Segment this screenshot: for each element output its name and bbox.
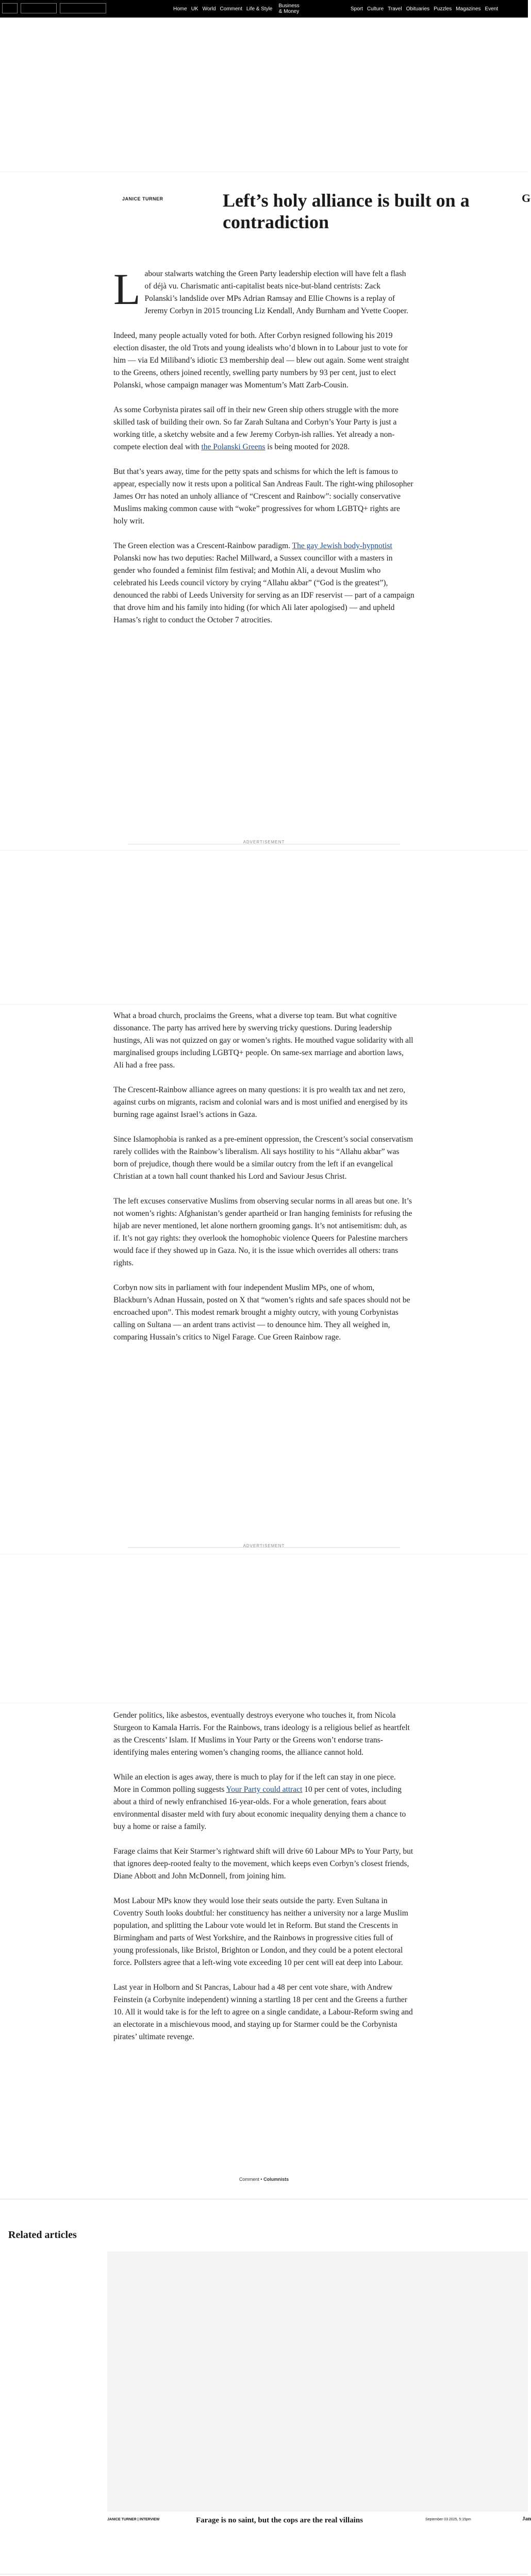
nav-item-culture[interactable]: Culture	[367, 6, 384, 12]
related-article-next-peek: Jan	[522, 2516, 531, 2522]
nav-item-magazines[interactable]: Magazines	[456, 6, 481, 12]
article-paragraph: While an election is ages away, there is much to play for if the left can stay in one piece. More in Common polling suggests Your Party could attract 10 per cent of votes, including about a third of newly enfranchised 16-year-olds. For a whole generation, fears about environmental disaster meld with fury about economic inequality denying them a chance to buy a home or raise a family.	[113, 1773, 406, 1831]
nav-item-travel[interactable]: Travel	[388, 6, 402, 12]
article-paragraph: What a broad church, proclaims the Greens, what a diverse top team. But what cognitive dissonance. The party has arrived here by swerving tricky questions. During leadership hustings, Ali was not quizzed on gay or women’s rights. He mouthed vague solidarity with all marginalised groups including LGBTQ+ people. On same-sex marriage and abortion laws, Ali had a free pass.	[113, 1011, 413, 1070]
article-paragraph: As some Corbynista pirates sail off in their new Green ship others struggle with the more skilled task of building their own. So far Zarah Sultana and Corbyn’s Your Party is just a working title, a sketchy website and a few Jeremy Corbyn-ish rallies. Yet already a non-compete election deal with the Polanski Greens is being mooted for 2028.	[113, 405, 399, 451]
article-paragraph: Farage claims that Keir Starmer’s rightward shift will drive 60 Labour MPs to Your Party, but that ignores deep-rooted fealty to the movement, which keeps even Corbyn’s closest friends, Diane Abbott and John McDonnell, from joining him.	[113, 1847, 413, 1880]
drop-cap: L	[113, 264, 141, 314]
nav-item-world[interactable]: World	[202, 6, 216, 12]
tag-columnists[interactable]: Columnists	[263, 2177, 289, 2182]
related-article-card[interactable]	[0, 2251, 531, 2550]
nav-item-obituaries[interactable]: Obituaries	[406, 6, 430, 12]
nav-primary	[173, 0, 301, 18]
tag-comment[interactable]: Comment	[239, 2177, 259, 2182]
article-body-part-3	[113, 1709, 414, 2056]
article-paragraph: Gender politics, like asbestos, eventually destroys everyone who touches it, from Nicola Sturgeon to Kamala Harris. For the Rainbows, trans ideology is a religious belief as heartfelt as the Crescents’ Islam. If Muslims in Your Party or the Greens won’t endorse trans-identifying males entering women’s changing rooms, the alliance cannot hold.	[113, 1711, 410, 1757]
nav-item-event[interactable]: Event	[485, 6, 499, 12]
mid-ad-slot-1	[0, 850, 528, 1005]
related-articles-heading: Related articles	[8, 2229, 77, 2241]
related-article-image[interactable]	[107, 2251, 528, 2512]
gay-jewish-hypnotist-link[interactable]: The gay Jewish body-hypnotist	[292, 541, 392, 550]
top-ad-slot	[0, 18, 528, 172]
article-body-part-2	[113, 1010, 414, 1356]
related-article-date: September 03 2025, 5:15pm	[425, 2518, 471, 2521]
your-party-could-attract-link[interactable]: Your Party could attract	[226, 1785, 303, 1794]
nav-item-comment[interactable]: Comment	[220, 6, 242, 12]
article-body-part-1	[113, 264, 414, 639]
article-headline: Left’s holy alliance is built on a contradiction	[223, 190, 470, 232]
tag-separator: •	[259, 2177, 264, 2182]
article-paragraph: The Green election was a Crescent-Rainbow paradigm. The gay Jewish body-hypnotist Polanski now has two deputies: Rachel Millward, a Sussex councillor with a masters in gender who founded a feminist film festival; and Mothin Ali, a devout Muslim who celebrated his Leeds council victory by crying “Allahu akbar” (“God is the greatest”), denounced the rabbi of Leeds University for serving as an IDF reservist — part of a campaign that drove him and his family into hiding (for which Ali later apologised) — and upheld Hamas’s right to conduct the October 7 atrocities.	[113, 541, 414, 624]
top-navigation-bar	[0, 0, 528, 18]
menu-button[interactable]	[2, 3, 18, 13]
author-kicker[interactable]: JANICE TURNER	[122, 196, 163, 201]
article-paragraph: But that’s years away, time for the petty spats and schisms for which the left is famous to appear, especially now it rests upon a political San Andreas Fault. The right-wing philosopher James Orr has noted an unholy alliance of “Crescent and Rainbow”: socially conservative Muslims making common cause with “woke” progressives for whom LGBTQ+ rights are holy writ.	[113, 467, 413, 526]
nav-secondary	[351, 0, 498, 18]
nav-item-sport[interactable]: Sport	[351, 6, 363, 12]
nav-item-uk[interactable]: UK	[191, 6, 198, 12]
nav-item-home[interactable]: Home	[173, 6, 187, 12]
article-paragraph: The left excuses conservative Muslims from observing secular norms in all areas but one. It’s not women’s rights: Afghanistan’s gender apartheid or Iran hanging feminists for refusing the hijab are never mentioned, let alone northern grooming gangs. It’s not antisemitism: duh, as if. It’s not gay rights: they overlook the homophobic violence Queers for Palestine marchers would face if they showed up in Gaza. No, it is the issue which overrides all others: trans rights.	[113, 1197, 412, 1267]
mid-ad-slot-2	[0, 1554, 528, 1703]
account-button[interactable]	[60, 3, 106, 13]
article-paragraph: Indeed, many people actually voted for both. After Corbyn resigned following his 2019 election disaster, the old Trots and young idealists who’d blown in to Labour just to vote for him — via Ed Miliband’s idiotic £3 membership deal — blew out again. Some went straight to the Greens, others joined recently, swelling party numbers by 93 per cent, just to elect Polanski, whose campaign manager was Momentum’s Matt Zarb-Cousin.	[113, 331, 409, 389]
article-paragraph: Most Labour MPs know they would lose their seats outside the party. Even Sultana in Coventry South looks doubtful: her constituency has neither a university nor a large Muslim population, and splitting the Labour vote would let in Reform. But stand the Crescents in Birmingham and parts of West Yorkshire, and the Rainbows in progressive cities full of young professionals, like Bristol, Brighton or London, and they could be a potent electoral force. Pollsters agree that a left-wing vote exceeding 10 per cent will eat deep into Labour.	[113, 1896, 408, 1967]
advertisement-label: ADVERTISEMENT	[243, 1544, 285, 1548]
nav-item-life-style[interactable]: Life & Style	[246, 6, 273, 12]
article-paragraph: Corbyn now sits in parliament with four independent Muslim MPs, one of whom, Blackburn’s Adnan Hussain, posted on X that “women’s rights and safe spaces should not be encroached upon”. This modest remark brought a mighty outcry, with young Corbynistas calling on Sultana — an ardent trans activist — to denounce him. They all weighed in, comparing Hussain’s critics to Nigel Farage. Cue Green Rainbow rage.	[113, 1283, 410, 1342]
related-article-headline[interactable]: Farage is no saint, but the cops are the real villains	[196, 2516, 363, 2524]
article-paragraph: Labour stalwarts watching the Green Party leadership election will have felt a flash of déjà vu. Charismatic anti-capitalist beats nice-but-bland centrists: Zack Polanski’s landslide over MPs Adrian Ramsay and Ellie Chowns is a replay of Jeremy Corbyn in 2015 trouncing Liz Kendall, Andy Burnham and Yvette Cooper.	[113, 264, 408, 315]
article-tags	[0, 2177, 528, 2182]
article-paragraph: Last year in Holborn and St Pancras, Labour had a 48 per cent vote share, with Andrew Feinstein (a Corbynite independent) winning a startling 18 per cent and the Greens a further 10. All it would take is for the left to agree on a single candidate, a Labour-Reform swing and an electorate in a mischievous mood, and staying up for Starmer could be the Corbynista pirates’ ultimate revenge.	[113, 1983, 413, 2041]
side-peek-headline: G	[522, 192, 531, 205]
advertisement-label: ADVERTISEMENT	[243, 840, 285, 844]
nav-item-puzzles[interactable]: Puzzles	[434, 6, 452, 12]
nav-item-business-money[interactable]: Business & Money	[278, 3, 300, 14]
polanski-greens-link[interactable]: the Polanski Greens	[201, 443, 266, 451]
search-button[interactable]	[21, 3, 57, 13]
related-article-meta: JANICE TURNER | INTERVIEW	[107, 2518, 160, 2521]
article-paragraph: The Crescent-Rainbow alliance agrees on many questions: it is pro wealth tax and net zero, against curbs on migrants, racism and colonial wars and is most unified and energised by its burning rage against Israel’s actions in Gaza.	[113, 1086, 408, 1119]
article-paragraph: Since Islamophobia is ranked as a pre-eminent oppression, the Crescent’s social conservatism rarely collides with the Rainbow’s liberalism. Ali says hostility to his “Allahu akbar” was born of prejudice, though there would be a similar outcry from the left if an evangelical Christian at a town hall count thanked his Lord and Saviour Jesus Christ.	[113, 1135, 413, 1181]
